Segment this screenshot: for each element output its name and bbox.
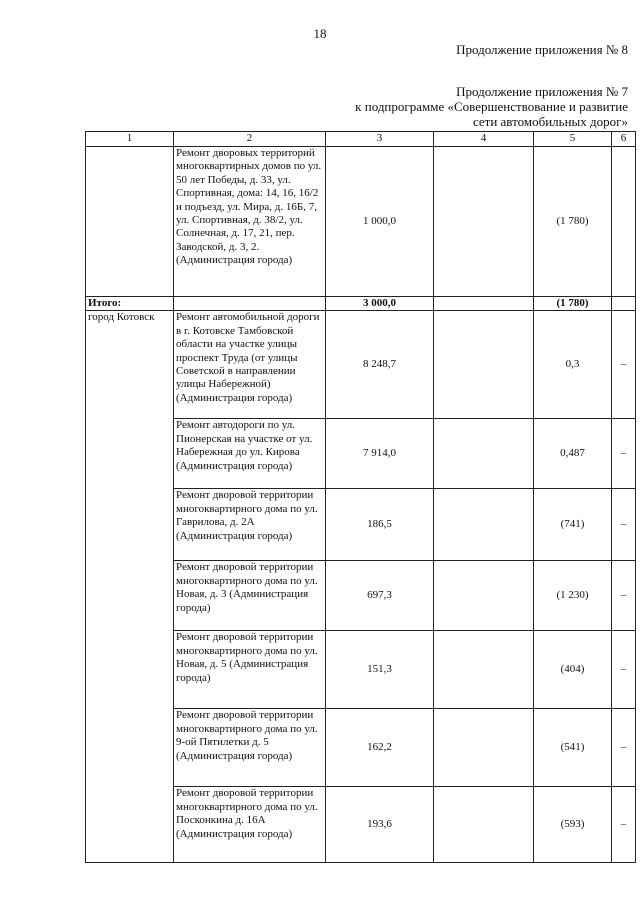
value-col5: (741) (534, 489, 612, 561)
value-col6: – (612, 419, 636, 489)
value-col5: (404) (534, 631, 612, 709)
value-col3: 8 248,7 (326, 311, 434, 419)
value-col5: (1 780) (534, 147, 612, 297)
description-cell: Ремонт дворовой территории многоквартирного дома по ул. 9-ой Пятилетки д. 5 (Администрация города) (174, 709, 326, 787)
value-col4 (434, 787, 534, 863)
municipality-cell: город Котовск (86, 311, 174, 863)
value-col5: 0,3 (534, 311, 612, 419)
column-number: 2 (174, 132, 326, 147)
value-col4 (434, 147, 534, 297)
total-col5: (1 780) (534, 297, 612, 311)
value-col6: – (612, 489, 636, 561)
value-col4 (434, 631, 534, 709)
column-number: 3 (326, 132, 434, 147)
value-col6 (612, 297, 636, 311)
value-col4 (434, 489, 534, 561)
value-col4 (434, 419, 534, 489)
description-cell: Ремонт дворовой территории многоквартирного дома по ул. Посконкина д. 16А (Администрация города) (174, 787, 326, 863)
column-number: 4 (434, 132, 534, 147)
total-col3: 3 000,0 (326, 297, 434, 311)
value-col5: (541) (534, 709, 612, 787)
description-cell (174, 297, 326, 311)
value-col3: 1 000,0 (326, 147, 434, 297)
value-col3: 162,2 (326, 709, 434, 787)
table-row (86, 147, 636, 297)
program-table (85, 131, 636, 863)
value-col3: 193,6 (326, 787, 434, 863)
value-col4 (434, 297, 534, 311)
description-cell: Ремонт дворовой территории многоквартирного дома по ул. Новая, д. 3 (Администрация города) (174, 561, 326, 631)
description-cell: Ремонт автодороги по ул. Пионерская на участке от ул. Набережная до ул. Кирова (Администрация города) (174, 419, 326, 489)
appendix-7-header (355, 84, 628, 129)
header-line: к подпрограмме «Совершенствование и развитие (355, 99, 628, 114)
description-cell: Ремонт дворовой территории многоквартирного дома по ул. Гаврилова, д. 2А (Администрация города) (174, 489, 326, 561)
appendix-8-continuation: Продолжение приложения № 8 (456, 42, 628, 57)
value-col6: – (612, 709, 636, 787)
description-cell: Ремонт автомобильной дороги в г. Котовске Тамбовской области на участке улицы проспект Труда (от улицы Советской в направлении улицы Набережной) (Администрация города) (174, 311, 326, 419)
column-number: 6 (612, 132, 636, 147)
value-col4 (434, 311, 534, 419)
description-cell: Ремонт дворовых территорий многоквартирных домов по ул. 50 лет Победы, д. 33, ул. Спортивная, дома: 14, 16, 16/2 и подъезд, ул. Мира, д. 16Б, 7, ул. Спортивная, д. 38/2, ул. Солнечная, д. 17, 21, пер. Заводской, д. 3, 2. (Администрация города) (174, 147, 326, 297)
column-number-row (86, 132, 636, 147)
value-col6 (612, 147, 636, 297)
value-col3: 151,3 (326, 631, 434, 709)
value-col5: (593) (534, 787, 612, 863)
municipality-cell (86, 147, 174, 297)
total-label: Итого: (86, 297, 174, 311)
value-col4 (434, 561, 534, 631)
value-col3: 697,3 (326, 561, 434, 631)
value-col3: 186,5 (326, 489, 434, 561)
value-col6: – (612, 787, 636, 863)
value-col3: 7 914,0 (326, 419, 434, 489)
total-row (86, 297, 636, 311)
column-number: 1 (86, 132, 174, 147)
table-row (86, 311, 636, 419)
value-col6: – (612, 311, 636, 419)
value-col6: – (612, 631, 636, 709)
header-line: Продолжение приложения № 7 (456, 84, 628, 99)
page-number: 18 (313, 26, 327, 41)
value-col5: (1 230) (534, 561, 612, 631)
description-cell: Ремонт дворовой территории многоквартирного дома по ул. Новая, д. 5 (Администрация города) (174, 631, 326, 709)
value-col4 (434, 709, 534, 787)
column-number: 5 (534, 132, 612, 147)
value-col6: – (612, 561, 636, 631)
value-col5: 0,487 (534, 419, 612, 489)
header-line: сети автомобильных дорог» (472, 114, 628, 129)
